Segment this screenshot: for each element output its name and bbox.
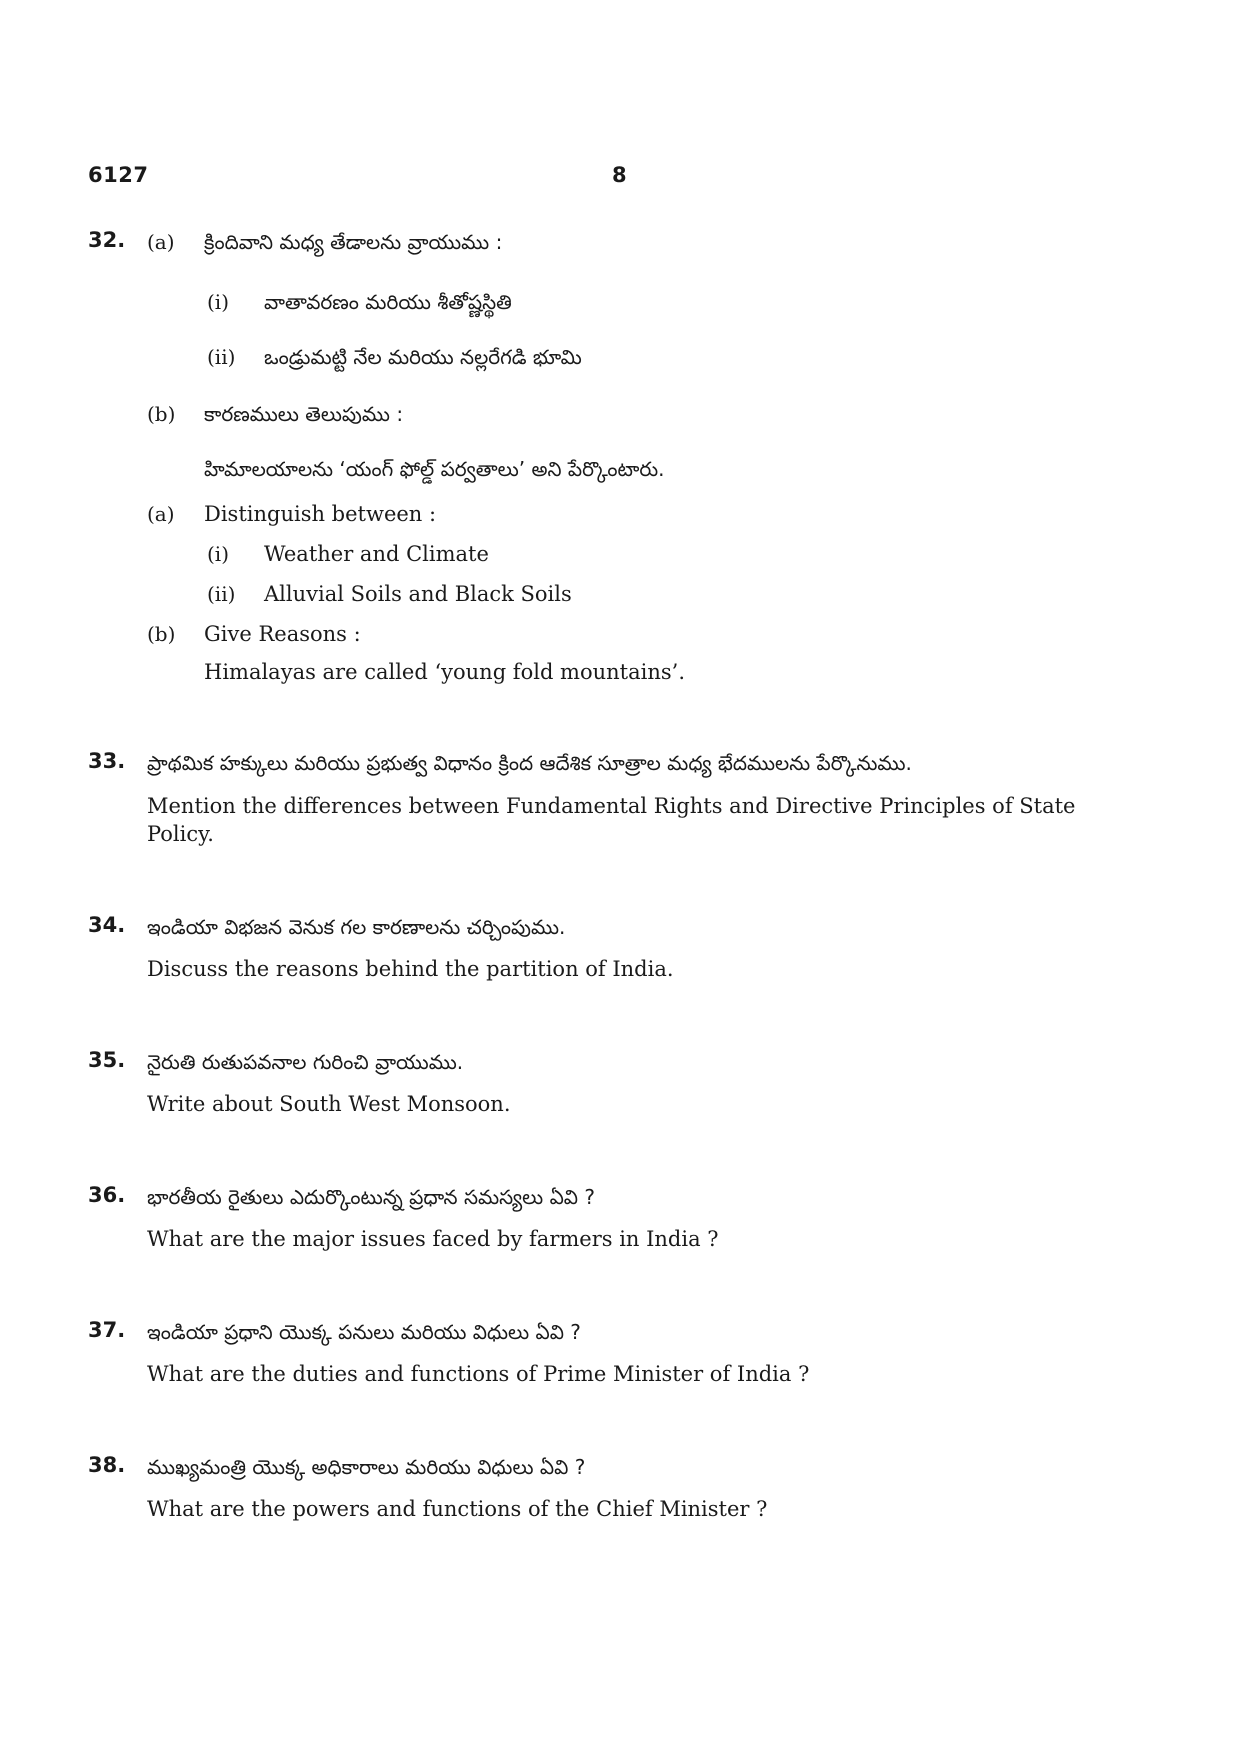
question-text-english: Give Reasons :: [204, 622, 361, 646]
question-text-english: Himalayas are called ‘young fold mountains’.: [204, 660, 685, 684]
question-text-english: Discuss the reasons behind the partition of India.: [147, 957, 674, 981]
question-text-telugu: హిమాలయాలను ‘యంగ్ ఫోల్డ్ పర్వతాలు’ అని పేర్కొంటారు.: [204, 457, 665, 481]
question-text-telugu: నైరుతి రుతుపవనాల గురించి వ్రాయుము.: [147, 1050, 464, 1074]
page-number: 8: [612, 163, 627, 187]
question-number: 38.: [88, 1453, 126, 1477]
question-number: 33.: [88, 749, 126, 773]
question-text-english: Mention the differences between Fundamental Rights and Directive Principles of State Policy.: [147, 794, 1076, 846]
item-marker: (i): [207, 290, 230, 314]
question-text-telugu: భారతీయ రైతులు ఎదుర్కొంటున్న ప్రధాన సమస్యలు ఏవి ?: [147, 1185, 595, 1209]
question-text-telugu: ఇండియా ప్రధాని యొక్క పనులు మరియు విధులు ఏవి ?: [147, 1320, 581, 1344]
question-text-telugu: క్రిందివాని మధ్య తేడాలను వ్రాయుము :: [204, 230, 503, 254]
subpart-marker: (a): [147, 230, 175, 254]
question-number: 35.: [88, 1048, 126, 1072]
item-text-english: Alluvial Soils and Black Soils: [264, 582, 572, 606]
question-text-english: What are the powers and functions of the Chief Minister ?: [147, 1497, 768, 1521]
item-marker: (i): [207, 542, 230, 566]
item-marker: (ii): [207, 345, 236, 369]
question-number: 36.: [88, 1183, 126, 1207]
subpart-marker: (a): [147, 502, 175, 526]
item-text-english: Weather and Climate: [264, 542, 489, 566]
question-text-english: Distinguish between :: [204, 502, 437, 526]
paper-code: 6127: [88, 163, 149, 187]
question-text-english: What are the major issues faced by farmers in India ?: [147, 1227, 719, 1251]
question-text-telugu: కారణములు తెలుపుము :: [204, 402, 404, 426]
question-text-telugu: ఇండియా విభజన వెనుక గల కారణాలను చర్చింపుము.: [147, 915, 566, 939]
question-text-telugu: ముఖ్యమంత్రి యొక్క అధికారాలు మరియు విధులు ఏవి ?: [147, 1455, 586, 1479]
item-text-telugu: వాతావరణం మరియు శీతోష్ణస్థితి: [264, 290, 512, 314]
question-text-telugu: ప్రాథమిక హక్కులు మరియు ప్రభుత్వ విధానం క్రింద ఆదేశిక సూత్రాల మధ్య భేదములను పేర్కొనుము.: [147, 751, 912, 775]
question-number: 34.: [88, 913, 126, 937]
question-text-english: What are the duties and functions of Prime Minister of India ?: [147, 1362, 810, 1386]
subpart-marker: (b): [147, 402, 176, 426]
question-number: 37.: [88, 1318, 126, 1342]
item-text-telugu: ఒండ్రుమట్టి నేల మరియు నల్లరేగడి భూమి: [264, 345, 582, 369]
item-marker: (ii): [207, 582, 236, 606]
subpart-marker: (b): [147, 622, 176, 646]
question-text-english: Write about South West Monsoon.: [147, 1092, 511, 1116]
question-number: 32.: [88, 228, 126, 252]
